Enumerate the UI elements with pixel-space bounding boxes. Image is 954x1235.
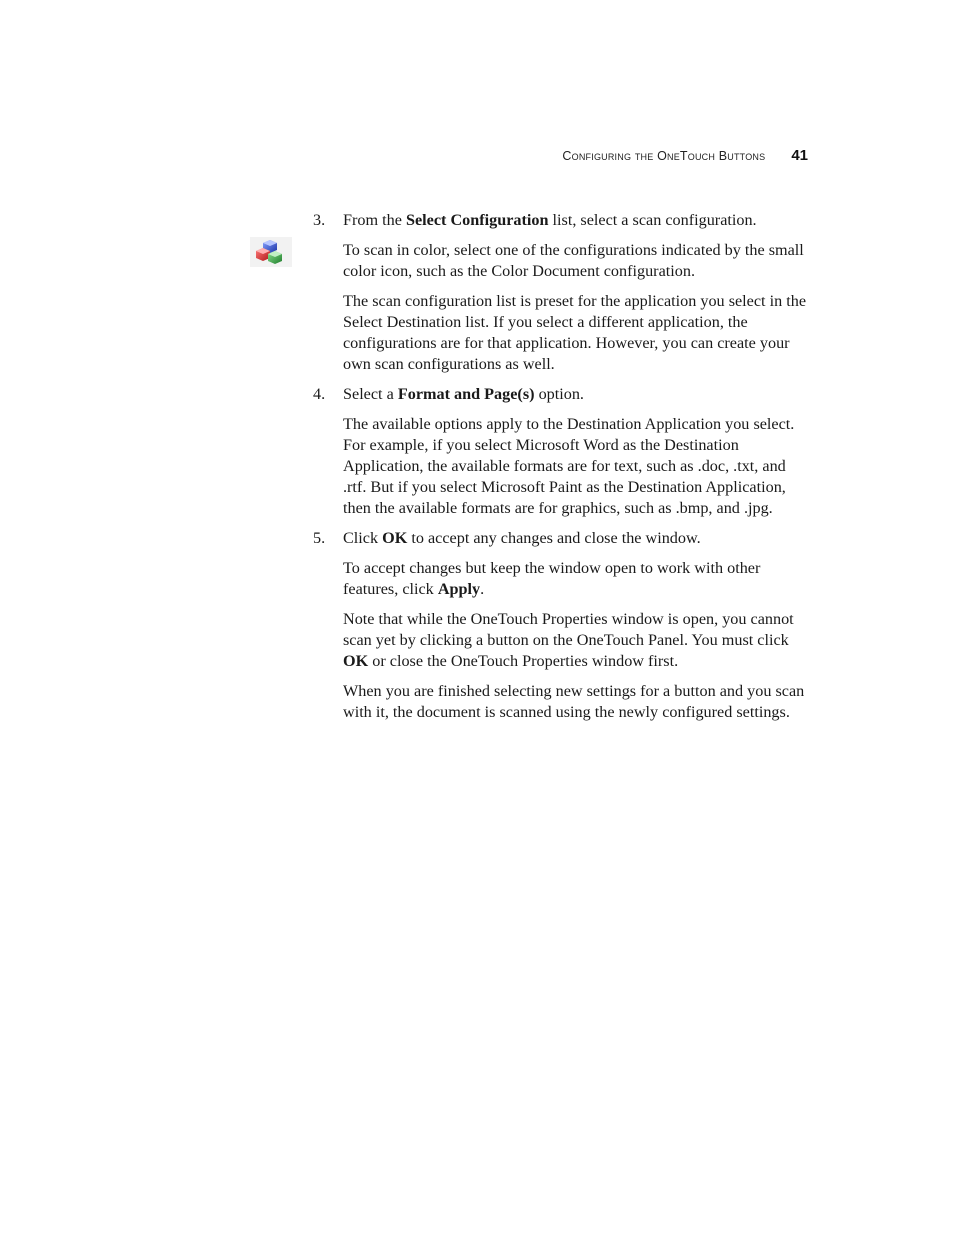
paragraph-apply	[343, 558, 813, 600]
bold-term: Apply	[437, 580, 481, 598]
paragraph-finished: When you are finished selecting new settings for a button and you scan with it, the document is scanned using the newly configured settings.	[343, 682, 805, 721]
step-4	[313, 384, 813, 405]
bold-term: OK	[343, 652, 369, 670]
color-configuration-icon	[250, 235, 292, 269]
text-run: Note that while the OneTouch Properties window is open, you cannot scan yet by clicking a button on the OneTouch Panel. You must click	[343, 610, 794, 649]
step-number: 4.	[313, 385, 326, 403]
text-run: To accept changes but keep the window open to work with other features, click	[343, 559, 761, 598]
step-text	[343, 528, 813, 549]
text-run: From the	[343, 211, 406, 229]
paragraph-color-scan	[343, 240, 813, 282]
paragraph-note	[343, 609, 813, 672]
text-run: to accept any changes and close the window.	[407, 529, 701, 547]
text-run: list, select a scan configuration.	[548, 211, 757, 229]
step-text	[343, 210, 813, 231]
paragraph-options: The available options apply to the Destination Application you select. For example, if you select Microsoft Word as the Destination Application, the available formats are for text, such as .doc, .txt, and .rtf. But if you select Microsoft Paint as the Destination Application, then the available formats are for graphics, such as .bmp, and .jpg.	[343, 415, 795, 517]
step-number: 3.	[313, 211, 326, 229]
header-title: Configuring the OneTouch Buttons	[562, 149, 766, 163]
page-content	[313, 210, 813, 732]
text-run: or close the OneTouch Properties window first.	[368, 652, 679, 670]
paragraph-text: To scan in color, select one of the configurations indicated by the small color icon, such as the Color Document configuration.	[343, 241, 804, 280]
running-header	[562, 147, 808, 164]
paragraph-preset: The scan configuration list is preset for the application you select in the Select Destination list. If you select a different application, the configurations are for that application. However, you can create your own scan configurations as well.	[343, 292, 807, 373]
text-run: Click	[343, 529, 383, 547]
page-number: 41	[791, 147, 808, 164]
text-run: .	[480, 580, 485, 598]
step-number: 5.	[313, 529, 326, 547]
bold-term: Select Configuration	[405, 211, 549, 229]
step-3	[313, 210, 813, 231]
text-run: option.	[534, 385, 584, 403]
bold-term: Format and Page(s)	[397, 385, 535, 403]
step-text	[343, 384, 813, 405]
bold-term: OK	[382, 529, 408, 547]
text-run: Select a	[343, 385, 398, 403]
step-5	[313, 528, 813, 549]
